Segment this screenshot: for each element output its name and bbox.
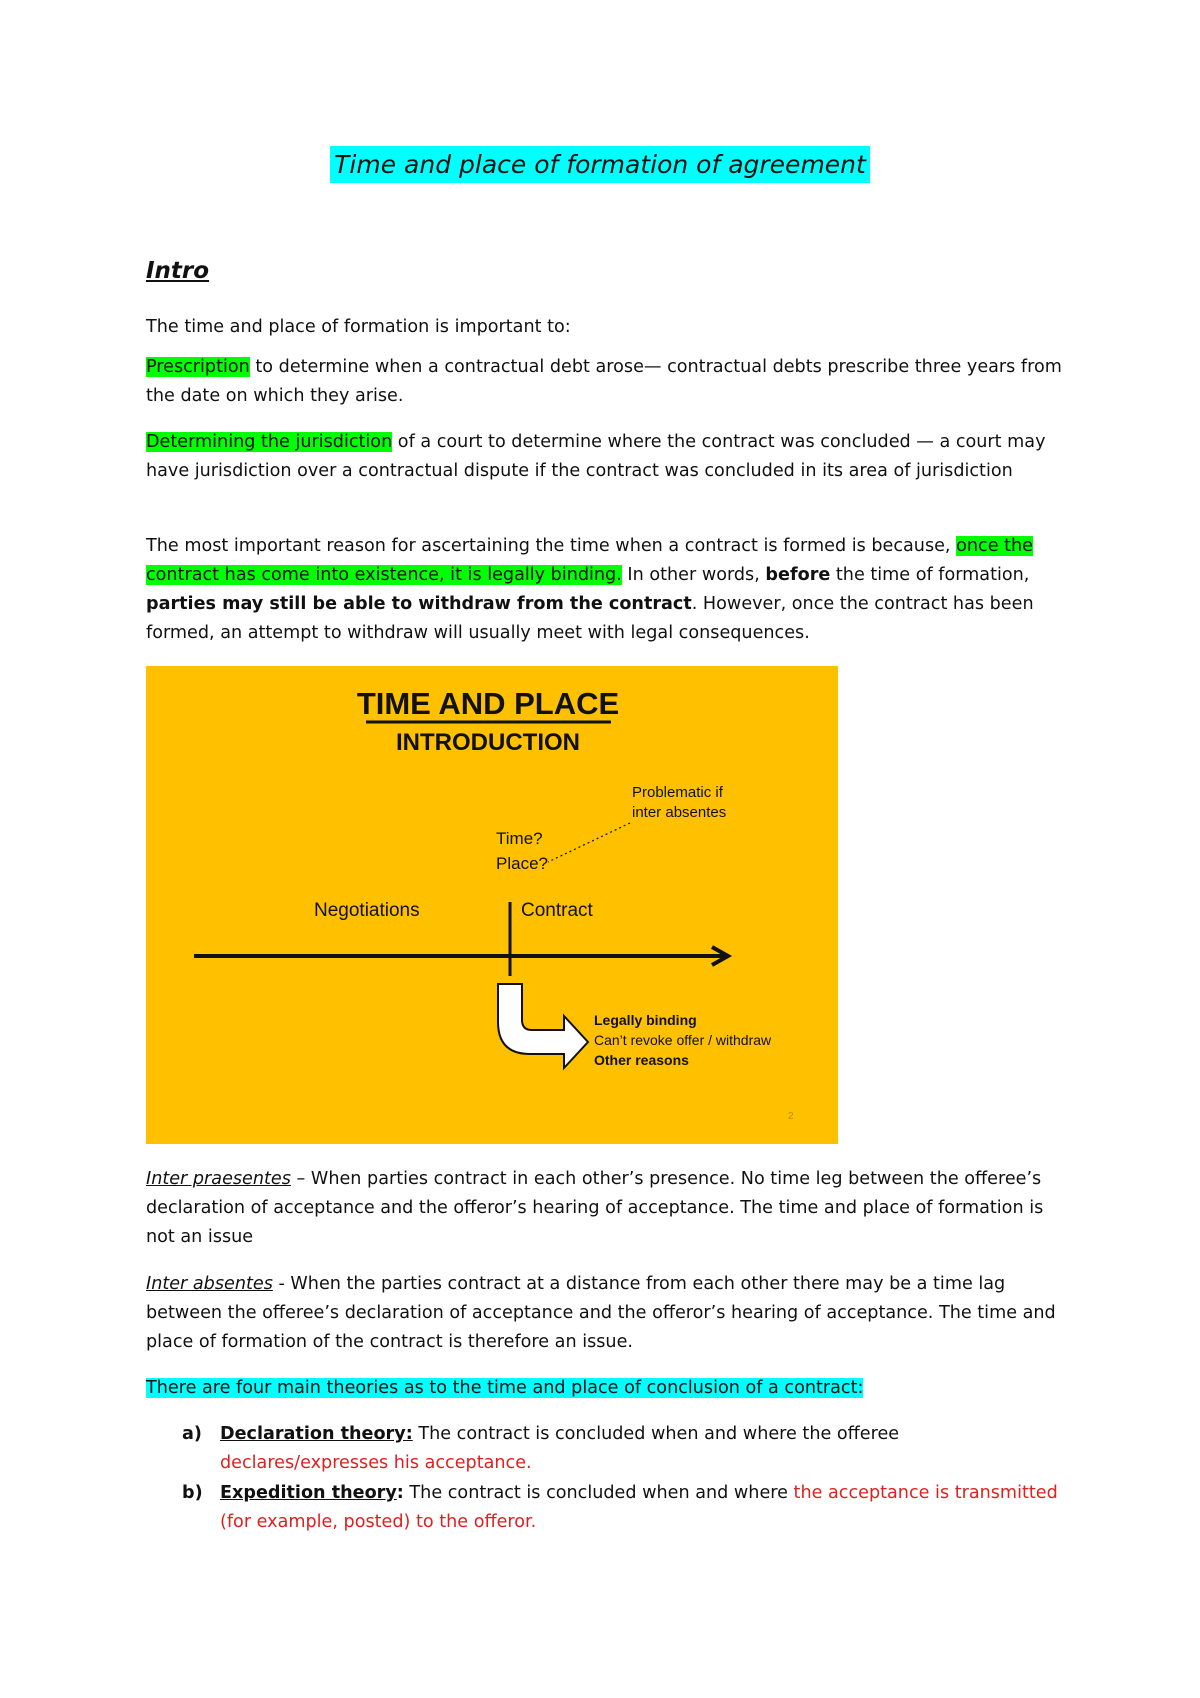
paragraph-jurisdiction bbox=[146, 428, 1066, 486]
jurisdiction-text: of a court to determine where the contract was concluded — a court may have jurisdiction over a contractual dispute if the contract was concluded in its area of jurisdiction bbox=[146, 432, 1046, 481]
slide-subtitle: INTRODUCTION bbox=[396, 729, 580, 756]
list-item-expedition bbox=[146, 1479, 1066, 1537]
importance-text-2: In other words, bbox=[621, 565, 766, 585]
list-marker-a: a) bbox=[182, 1424, 202, 1444]
highlight-four-theories: There are four main theories as to the time and place of conclusion of a contract: bbox=[146, 1378, 864, 1398]
bold-withdraw: parties may still be able to withdraw from the contract bbox=[146, 594, 692, 614]
note-line-2: inter absentes bbox=[632, 804, 727, 821]
expedition-text bbox=[220, 1479, 1066, 1537]
expedition-body: The contract is concluded when and where bbox=[403, 1483, 794, 1503]
bent-arrow-icon bbox=[498, 984, 588, 1068]
contract-label: Contract bbox=[521, 900, 593, 921]
importance-text-4: . However, once the contract has been formed, an attempt to withdraw will usually meet with legal consequences. bbox=[146, 594, 1034, 643]
paragraph-inter-absentes bbox=[146, 1270, 1066, 1357]
result-legally-binding: Legally binding bbox=[594, 1012, 697, 1028]
title-container bbox=[0, 146, 1200, 183]
paragraph-prescription bbox=[146, 353, 1066, 411]
declaration-theory-name: Declaration theory: bbox=[220, 1424, 413, 1444]
result-other-reasons: Other reasons bbox=[594, 1052, 689, 1068]
negotiations-label: Negotiations bbox=[314, 900, 420, 921]
result-cant-revoke: Can’t revoke offer / withdraw bbox=[594, 1032, 772, 1048]
expedition-theory-name: Expedition theory bbox=[220, 1483, 397, 1503]
inter-praesentes-text: – When parties contract in each other’s presence. No time leg between the offeree’s declaration of acceptance and the offeror’s hearing of acceptance. The time and place of formation is not an issue bbox=[146, 1169, 1044, 1247]
declaration-body: The contract is concluded when and where the offeree bbox=[412, 1424, 900, 1444]
paragraph-intro: The time and place of formation is important to: bbox=[146, 317, 571, 337]
note-line-1: Problematic if bbox=[632, 784, 723, 801]
term-inter-absentes: Inter absentes bbox=[146, 1274, 273, 1294]
prescription-text: to determine when a contractual debt arose— contractual debts prescribe three years from the date on which they arise. bbox=[146, 357, 1062, 406]
paragraph-inter-praesentes bbox=[146, 1165, 1066, 1252]
bold-before: before bbox=[765, 565, 831, 585]
importance-text-1: The most important reason for ascertaining the time when a contract is formed is because, bbox=[146, 536, 957, 556]
highlight-jurisdiction: Determining the jurisdiction bbox=[146, 432, 393, 452]
document-title: Time and place of formation of agreement bbox=[330, 146, 870, 183]
highlight-prescription: Prescription bbox=[146, 357, 250, 377]
list-marker-b: b) bbox=[182, 1483, 203, 1503]
question-time: Time? bbox=[496, 829, 543, 848]
slide-diagram bbox=[146, 666, 838, 1144]
expedition-colon: : bbox=[396, 1483, 404, 1503]
expedition-red-text: the acceptance is transmitted (for example, posted) to the offeror. bbox=[220, 1483, 1058, 1532]
paragraph-four-theories bbox=[146, 1374, 1066, 1403]
term-inter-praesentes: Inter praesentes bbox=[146, 1169, 291, 1189]
importance-text-3: the time of formation, bbox=[830, 565, 1030, 585]
slide-page-number: 2 bbox=[788, 1111, 794, 1122]
list-item-declaration bbox=[146, 1420, 1066, 1478]
highlight-binding: once the contract has come into existence, it is legally binding. bbox=[146, 536, 1034, 585]
paragraph-importance bbox=[146, 532, 1066, 648]
time-and-place-slide bbox=[146, 666, 838, 1144]
inter-absentes-text: - When the parties contract at a distance from each other there may be a time lag between the offeree’s declaration of acceptance and the offeror’s hearing of acceptance. The time and place of formation of the contract is therefore an issue. bbox=[146, 1274, 1056, 1352]
question-place: Place? bbox=[496, 854, 548, 873]
declaration-red-text: declares/expresses his acceptance bbox=[220, 1453, 527, 1473]
intro-heading: Intro bbox=[146, 258, 210, 284]
declaration-tail: . bbox=[526, 1453, 532, 1473]
slide-title: TIME AND PLACE bbox=[356, 686, 620, 721]
note-connector bbox=[548, 823, 630, 862]
declaration-text bbox=[220, 1420, 1066, 1478]
